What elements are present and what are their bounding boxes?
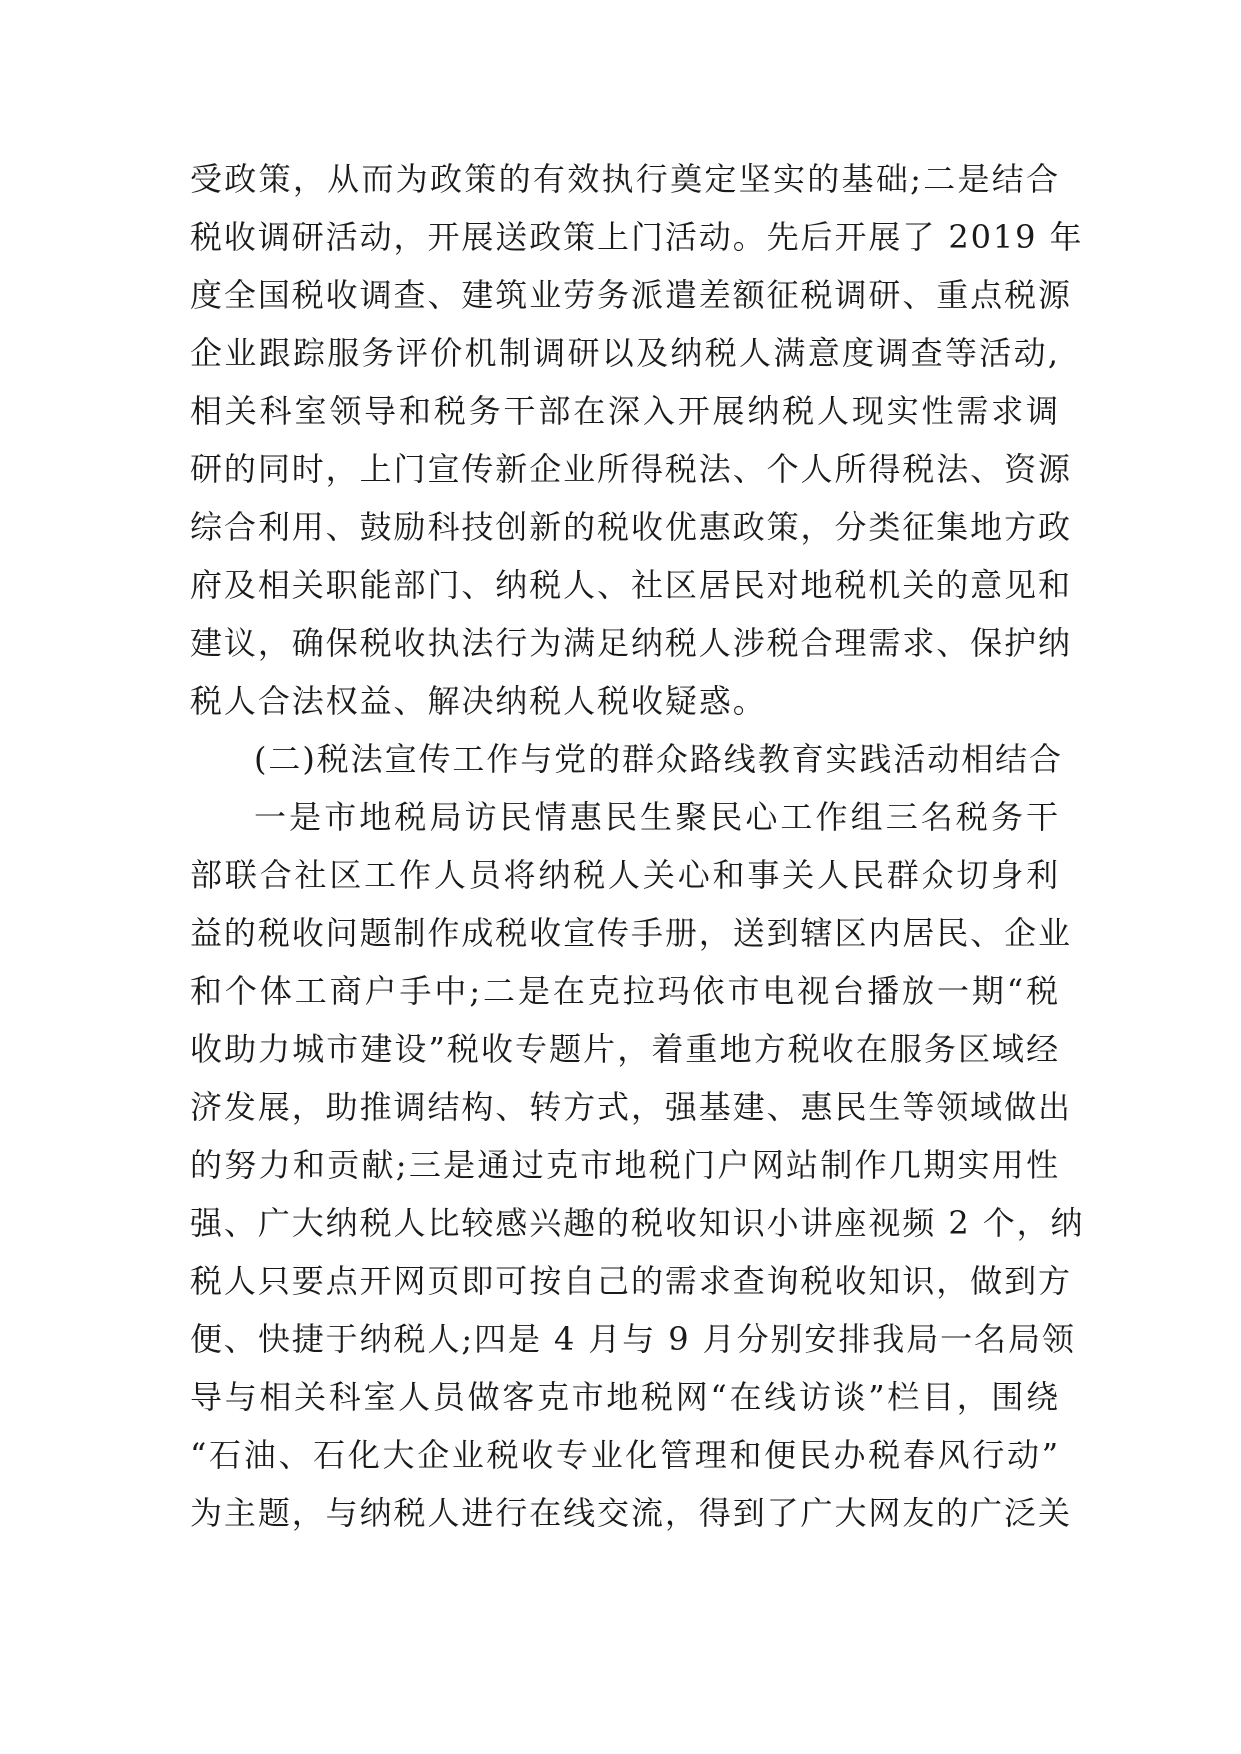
- document-page: [190, 150, 1085, 1542]
- text-line: 益的税收问题制作成税收宣传手册，送到辖区内居民、企业: [190, 914, 1072, 952]
- text-line: 导与相关科室人员做客克市地税网“在线访谈”栏目，围绕: [190, 1378, 1060, 1416]
- section-heading: (二)税法宣传工作与党的群众路线教育实践活动相结合: [254, 740, 1063, 778]
- text-line: 收助力城市建设”税收专题片，着重地方税收在服务区域经: [190, 1030, 1060, 1068]
- text-line: 部联合社区工作人员将纳税人关心和事关人民群众切身利: [190, 856, 1060, 894]
- text-line: 研的同时，上门宣传新企业所得税法、个人所得税法、资源: [190, 450, 1072, 488]
- paragraph-1: [190, 150, 1084, 730]
- text-line: 税人合法权益、解决纳税人税收疑惑。: [190, 682, 767, 720]
- text-line: 为主题，与纳税人进行在线交流，得到了广大网友的广泛关: [190, 1494, 1072, 1532]
- text-line: 综合利用、鼓励科技创新的税收优惠政策，分类征集地方政: [190, 508, 1072, 546]
- text-line: 一是市地税局访民情惠民生聚民心工作组三名税务干: [254, 798, 1060, 836]
- text-line: 税人只要点开网页即可按自己的需求查询税收知识，做到方: [190, 1262, 1072, 1300]
- text-line: 和个体工商户手中;二是在克拉玛依市电视台播放一期“税: [190, 972, 1060, 1010]
- text-line: 便、快捷于纳税人;四是 4 月与 9 月分别安排我局一名局领: [190, 1320, 1076, 1358]
- text-line: 度全国税收调查、建筑业劳务派遣差额征税调研、重点税源: [190, 276, 1072, 314]
- text-line: 的努力和贡献;三是通过克市地税门户网站制作几期实用性: [190, 1146, 1060, 1184]
- text-line: 相关科室领导和税务干部在深入开展纳税人现实性需求调: [190, 392, 1060, 430]
- text-line: 建议，确保税收执法行为满足纳税人涉税合理需求、保护纳: [190, 624, 1072, 662]
- text-line: “石油、石化大企业税收专业化管理和便民办税春风行动”: [190, 1436, 1060, 1474]
- text-line: 税收调研活动，开展送政策上门活动。先后开展了 2019 年: [190, 218, 1084, 256]
- text-line: 济发展，助推调结构、转方式，强基建、惠民生等领域做出: [190, 1088, 1072, 1126]
- text-line: 府及相关职能部门、纳税人、社区居民对地税机关的意见和: [190, 566, 1072, 604]
- text-line: 企业跟踪服务评价机制调研以及纳税人满意度调查等活动,: [190, 334, 1060, 372]
- paragraph-2: [190, 788, 1085, 1542]
- text-line: 受政策，从而为政策的有效执行奠定坚实的基础;二是结合: [190, 160, 1060, 198]
- text-line: 强、广大纳税人比较感兴趣的税收知识小讲座视频 2 个，纳: [190, 1204, 1085, 1242]
